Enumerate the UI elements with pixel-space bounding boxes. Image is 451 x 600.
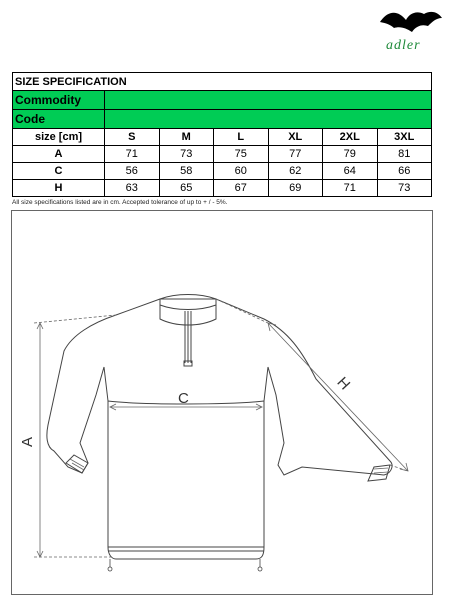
row-label-a: A xyxy=(13,146,105,163)
dimension-a-label: A xyxy=(19,436,36,447)
size-header: M xyxy=(159,129,214,146)
table-row xyxy=(13,180,432,197)
table-cell: 69 xyxy=(268,180,323,197)
size-header: XL xyxy=(268,129,323,146)
table-row xyxy=(13,163,432,180)
code-value xyxy=(105,110,432,129)
table-cell: 81 xyxy=(377,146,432,163)
table-cell: 63 xyxy=(105,180,160,197)
dimension-h-label: H xyxy=(333,373,354,394)
commodity-value xyxy=(105,91,432,110)
sweatshirt-technical-drawing xyxy=(12,211,432,594)
table-cell: 62 xyxy=(268,163,323,180)
garment-drawing-frame xyxy=(11,210,433,595)
table-cell: 60 xyxy=(214,163,269,180)
table-cell: 64 xyxy=(323,163,378,180)
table-cell: 56 xyxy=(105,163,160,180)
dimension-h-line xyxy=(216,299,408,471)
size-header: S xyxy=(105,129,160,146)
table-cell: 58 xyxy=(159,163,214,180)
size-specification-table xyxy=(12,72,432,197)
row-label-h: H xyxy=(13,180,105,197)
table-title-row xyxy=(13,73,432,91)
table-cell: 75 xyxy=(214,146,269,163)
table-cell: 67 xyxy=(214,180,269,197)
table-cell: 77 xyxy=(268,146,323,163)
row-label-c: C xyxy=(13,163,105,180)
table-cell: 73 xyxy=(159,146,214,163)
logo-text: adler xyxy=(386,38,421,53)
size-header: 2XL xyxy=(323,129,378,146)
table-header-row xyxy=(13,129,432,146)
table-cell: 71 xyxy=(323,180,378,197)
table-cell: 66 xyxy=(377,163,432,180)
code-row xyxy=(13,110,432,129)
table-cell: 73 xyxy=(377,180,432,197)
table-cell: 71 xyxy=(105,146,160,163)
size-header: 3XL xyxy=(377,129,432,146)
table-row xyxy=(13,146,432,163)
dimension-c-label: C xyxy=(178,390,189,407)
table-title: SIZE SPECIFICATION xyxy=(13,73,432,91)
commodity-label: Commodity xyxy=(13,91,105,110)
size-header: L xyxy=(214,129,269,146)
table-cell: 65 xyxy=(159,180,214,197)
size-header-label: size [cm] xyxy=(13,129,105,146)
commodity-row xyxy=(13,91,432,110)
table-cell: 79 xyxy=(323,146,378,163)
sweatshirt-outline xyxy=(47,299,392,559)
adler-logo xyxy=(376,4,446,56)
tolerance-note: All size specifications listed are in cm. Accepted tolerance of up to + / - 5%. xyxy=(12,199,228,206)
code-label: Code xyxy=(13,110,105,129)
